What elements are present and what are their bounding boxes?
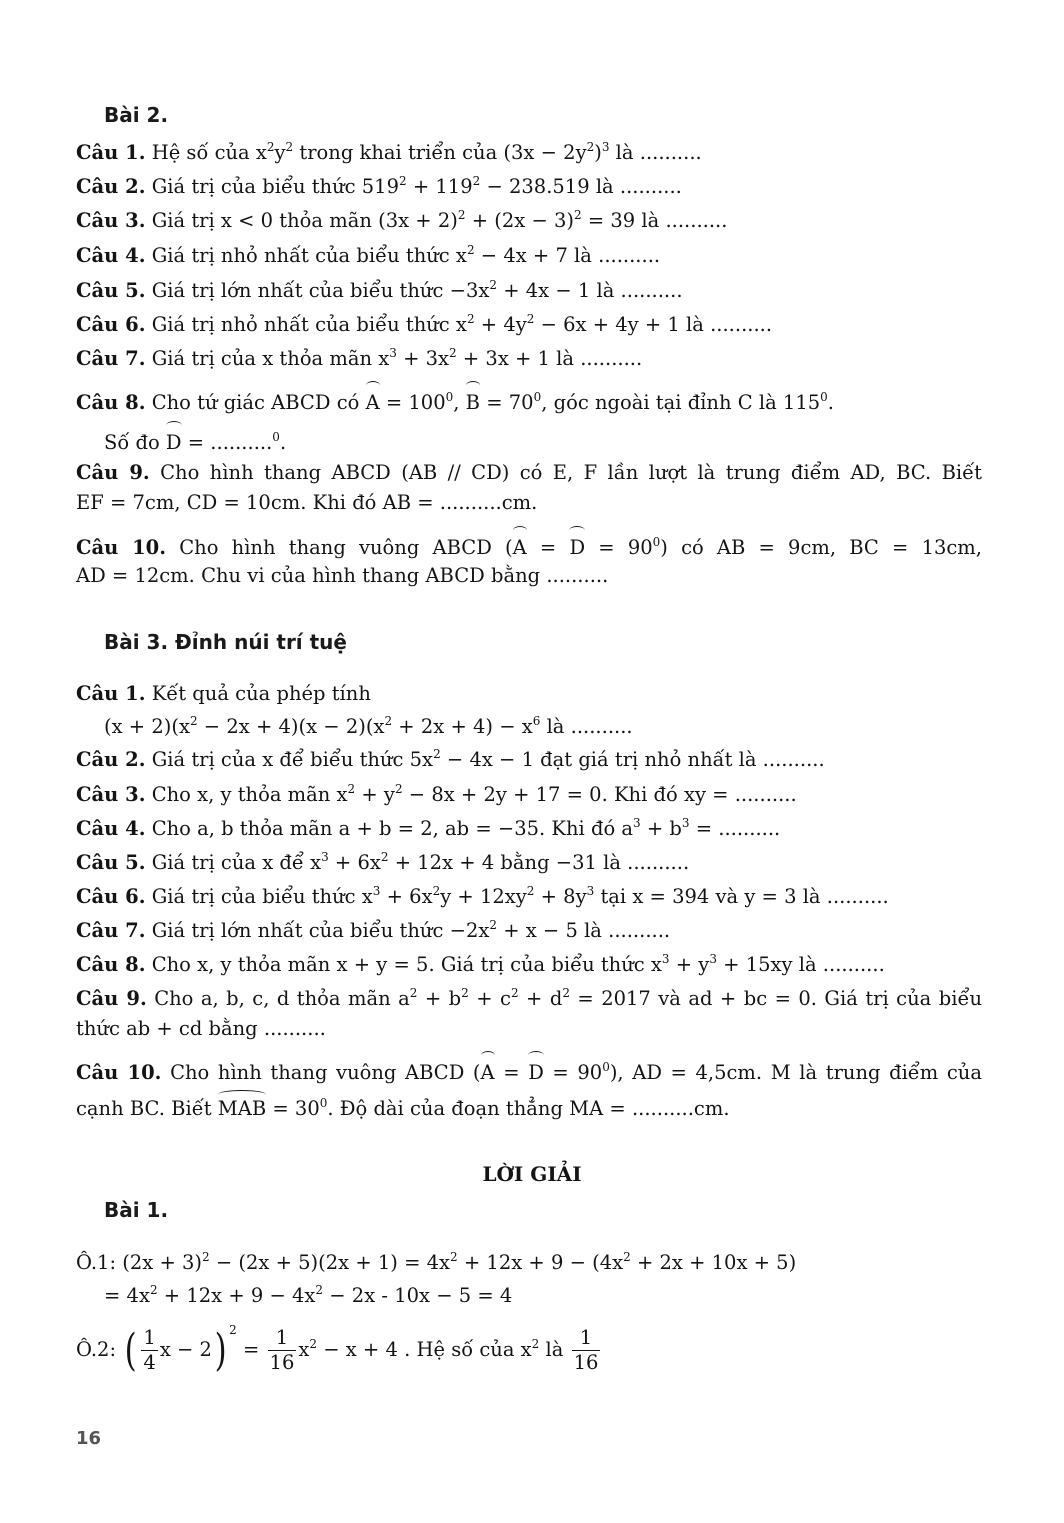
- bai3-q2: Câu 2. Giá trị của x để biểu thức $5x^2 - 4x - 1$ đạt giá trị nhỏ nhất là ..........: [76, 747, 825, 771]
- solution-o2: Ô.2: ( $\frac{1}{4}$ x − 2) $^2$ = $\frac{1}{16}$ $x^2 - x + 4$ . Hệ số của $x^2$ là $\frac{1}{16}$: [76, 1323, 599, 1376]
- bai2-q10-line2: AD = 12cm. Chu vi của hình thang ABCD bằng ..........: [76, 564, 609, 587]
- fraction-1-4: $\frac{1}{4}$: [143, 1326, 156, 1374]
- bai3-q8: Câu 8. Cho x, y thỏa mãn x + y = 5. Giá trị của biểu thức $x^3 + y^3 + 15xy$ là ..........: [76, 952, 885, 976]
- bai2-q4: Câu 4. Giá trị nhỏ nhất của biểu thức $x^2 - 4x + 7$ là ..........: [76, 243, 661, 267]
- bai2-q9-line2: EF = 7cm, CD = 10cm. Khi đó AB = ..........cm.: [76, 491, 538, 514]
- solution-title: LỜI GIẢI: [482, 1162, 582, 1186]
- bai2-q10: Câu 10. Cho hình thang vuông ABCD $(A = D = 90^0)$ có AB = 9cm, BC = 13cm,: [76, 529, 982, 563]
- bai3-q7: Câu 7. Giá trị lớn nhất của biểu thức $-2x^2 + x - 5$ là ..........: [76, 918, 671, 942]
- fraction-answer: $\frac{1}{16}$: [573, 1326, 599, 1374]
- bai2-q9: Câu 9. Cho hình thang ABCD (AB // CD) có E, F lần lượt là trung điểm AD, BC. Biết: [76, 461, 982, 484]
- bai2-q7: Câu 7. Giá trị của x thỏa mãn $x^3 + 3x^2 + 3x + 1$ là ..........: [76, 346, 643, 370]
- bai1-heading: Bài 1.: [104, 1198, 169, 1222]
- bai3-q10: Câu 10. Cho hình thang vuông ABCD $(A = D = 90^0)$, AD = 4,5cm. M là trung điểm của: [76, 1054, 982, 1088]
- bai3-heading: Bài 3. Đỉnh núi trí tuệ: [104, 630, 347, 654]
- solution-o1: Ô.1: $(2x + 3)^2 - (2x + 5)(2x + 1) = 4x^2 + 12x + 9 - (4x^2 + 2x + 10x + 5)$: [76, 1250, 797, 1274]
- angle-b: B: [466, 384, 480, 418]
- bai2-q3: Câu 3. Giá trị x < 0 thỏa mãn $(3x + 2)^2 + (2x - 3)^2 = 39$ là ..........: [76, 208, 728, 232]
- bai3-q10-line2: cạnh BC. Biết MAB = $30^0$. Độ dài của đoạn thẳng MA = ..........cm.: [76, 1094, 730, 1124]
- bai3-q9-line2: thức ab + cd bằng ..........: [76, 1017, 326, 1040]
- bai3-q4: Câu 4. Cho a, b thỏa mãn a + b = 2, ab = −35. Khi đó $a^3 + b^3$ = ..........: [76, 816, 781, 840]
- bai3-q1-line2: $(x + 2)(x^2 - 2x + 4)(x - 2)(x^2 + 2x + 4) - x^6$ là ..........: [104, 714, 633, 738]
- page-number: 16: [76, 1428, 102, 1449]
- bai2-q1: Câu 1. Hệ số của $x^2y^2$ trong khai triển của $(3x - 2y^2)^3$ là ..........: [76, 140, 702, 164]
- bai2-q5: Câu 5. Giá trị lớn nhất của biểu thức $-3x^2 + 4x - 1$ là ..........: [76, 278, 683, 302]
- bai3-q1: Câu 1. Kết quả của phép tính: [76, 682, 371, 705]
- bai2-heading: Bài 2.: [104, 103, 169, 127]
- angle-mab: MAB: [218, 1094, 266, 1124]
- bai3-q3: Câu 3. Cho x, y thỏa mãn $x^2 + y^2 - 8x + 2y + 17 = 0$. Khi đó xy = ..........: [76, 782, 797, 806]
- bai3-q9: Câu 9. Cho a, b, c, d thỏa mãn $a^2 + b^2 + c^2 + d^2 = 2017$ và ad + bc = 0. Giá trị của biểu: [76, 986, 983, 1010]
- solution-o1-line2: = $4x^2 + 12x + 9 - 4x^2 - 2x - 10x - 5 = 4$: [104, 1283, 513, 1307]
- bai3-q6: Câu 6. Giá trị của biểu thức $x^3 + 6x^2y + 12xy^2 + 8y^3$ tại x = 394 và y = 3 là ..........: [76, 884, 889, 908]
- bai2-q2: Câu 2. Giá trị của biểu thức $519^2 + 119^2 - 238.519$ là ..........: [76, 174, 682, 198]
- angle-a: A: [366, 384, 380, 418]
- bai3-q5: Câu 5. Giá trị của x để $x^3 + 6x^2 + 12x + 4$ bằng −31 là ..........: [76, 850, 690, 874]
- angle-d: D: [166, 424, 182, 458]
- bai2-q8-line2: Số đo D = ..........$^0$.: [104, 424, 286, 458]
- fraction-1-16: $\frac{1}{16}$: [269, 1326, 295, 1374]
- bai2-q6: Câu 6. Giá trị nhỏ nhất của biểu thức $x^2 + 4y^2 - 6x + 4y + 1$ là ..........: [76, 312, 773, 336]
- bai2-q8: Câu 8. Cho tứ giác ABCD có $A = 100^0$, $B = 70^0$, góc ngoài tại đỉnh C là $115^0$.: [76, 384, 982, 418]
